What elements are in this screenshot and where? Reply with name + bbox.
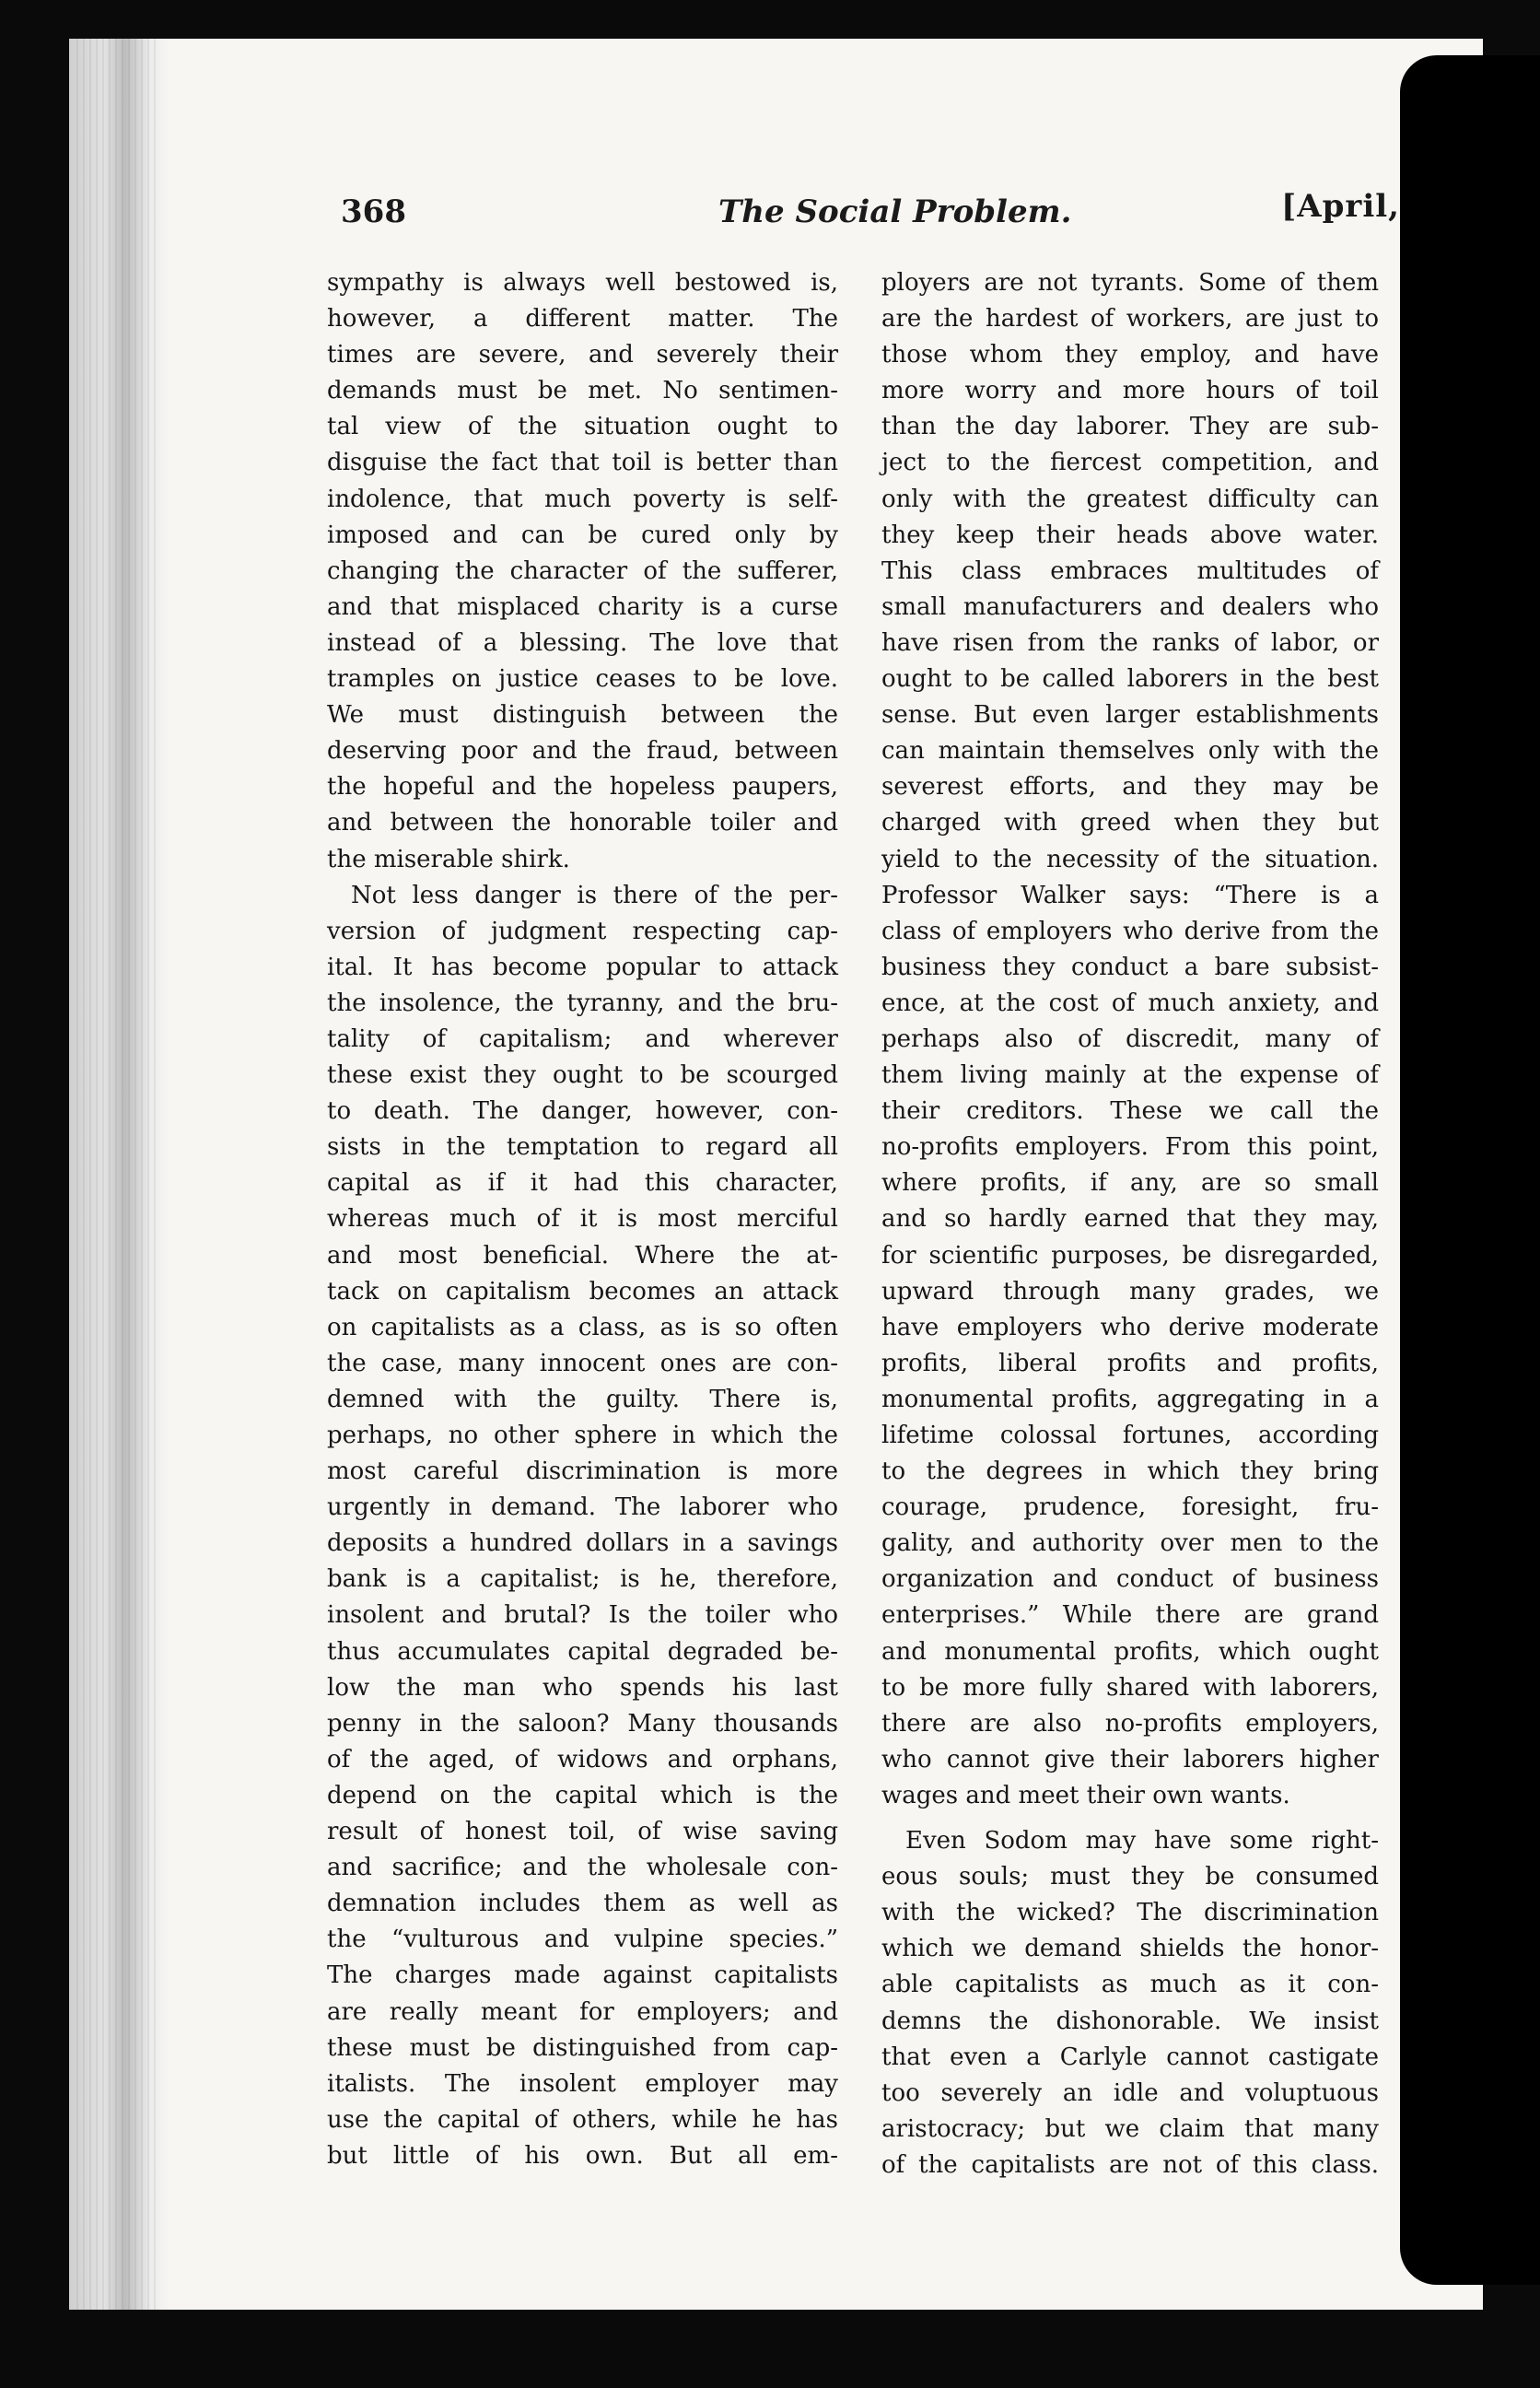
text-line: and so hardly earned that they may, [881,1205,1379,1234]
text-line: lifetime colossal fortunes, according [881,1422,1379,1449]
text-line: We must distinguish between the [327,701,838,730]
text-line: demands must be met. No sentimen- [327,377,838,405]
text-line: are the hardest of workers, are just to [881,305,1379,334]
text-line: use the capital of others, while he has [327,2105,838,2134]
text-line: able capitalists as much as it con- [881,1971,1379,1999]
text-line: no-profits employers. From this point, [881,1133,1379,1162]
text-line: changing the character of the sufferer, [327,556,838,585]
facing-page-shadow [1400,55,1540,2285]
text-line: have risen from the ranks of labor, or [881,628,1379,657]
text-line: ought to be called laborers in the best [881,665,1379,694]
text-line: organization and conduct of business [881,1565,1379,1594]
text-line: Not less danger is there of the per- [351,881,838,909]
text-line: and monumental profits, which ought [881,1637,1379,1666]
text-line: these must be distinguished from cap- [327,2033,838,2062]
text-line: capital as if it had this character, [327,1169,838,1198]
text-line: italists. The insolent employer may [327,2069,838,2098]
text-line: sympathy is always well bestowed is, [327,269,838,297]
text-line: tal view of the situation ought to [327,413,838,441]
text-line: business they conduct a bare subsist- [881,953,1379,981]
text-line: their creditors. These we call the [881,1097,1379,1126]
text-line: tramples on justice ceases to be love. [327,665,838,694]
running-month: [April, [1281,188,1400,225]
text-line: the miserable shirk. [327,845,570,873]
text-line: The charges made against capitalists [327,1961,838,1990]
text-line: and between the honorable toiler and [327,809,838,837]
text-line: enterprises.” While there are grand [881,1601,1379,1630]
text-line: tality of capitalism; and wherever [327,1024,838,1053]
text-line: to the degrees in which they bring [881,1457,1379,1486]
text-line: This class embraces multitudes of [881,556,1379,585]
text-line: urgently in demand. The laborer who [327,1493,838,1522]
text-line: sists in the temptation to regard all [327,1133,838,1162]
text-line: imposed and can be cured only by [327,521,838,549]
text-line: there are also no-profits employers, [881,1709,1379,1738]
running-title: The Social Problem. [718,193,1072,230]
text-line: them living mainly at the expense of [881,1061,1379,1090]
text-line: are really meant for employers; and [327,1997,838,2026]
text-line: version of judgment respecting cap- [327,917,838,945]
text-line: to be more fully shared with laborers, [881,1673,1379,1702]
text-line: low the man who spends his last [327,1673,838,1702]
text-line: times are severe, and severely their [327,341,838,369]
text-line: the insolence, the tyranny, and the bru- [327,989,838,1017]
text-line: aristocracy; but we claim that many [881,2114,1379,2143]
text-line: more worry and more hours of toil [881,377,1379,405]
text-line: the case, many innocent ones are con- [327,1349,838,1377]
text-line: which we demand shields the honor- [881,1935,1379,1963]
text-line: can maintain themselves only with the [881,737,1379,766]
text-line: courage, prudence, foresight, fru- [881,1493,1379,1522]
text-line: and sacrifice; and the wholesale con- [327,1854,838,1882]
text-line: demnation includes them as well as [327,1890,838,1918]
text-line: ital. It has become popular to attack [327,953,838,981]
text-line: that even a Carlyle cannot castigate [881,2043,1379,2071]
text-line: perhaps, no other sphere in which the [327,1422,838,1449]
text-line: have employers who derive moderate [881,1313,1379,1341]
text-line: sense. But even larger establishments [881,701,1379,730]
text-line: to death. The danger, however, con- [327,1097,838,1126]
text-line: gality, and authority over men to the [881,1529,1379,1558]
text-line: severest efforts, and they may be [881,773,1379,802]
right-column [881,265,1379,2183]
page-number: 368 [341,193,406,230]
text-line: insolent and brutal? Is the toiler who [327,1601,838,1630]
text-line: where profits, if any, are so small [881,1169,1379,1198]
text-line: small manufacturers and dealers who [881,592,1379,621]
gutter-texture [76,39,159,2310]
text-line: ployers are not tyrants. Some of them [881,269,1379,297]
text-line: ence, at the cost of much anxiety, and [881,989,1379,1017]
text-line: than the day laborer. They are sub- [881,413,1379,441]
text-line: only with the greatest difficulty can [881,485,1379,513]
text-line: perhaps also of discredit, many of [881,1024,1379,1053]
text-line: bank is a capitalist; is he, therefore, [327,1565,838,1594]
text-line: of the capitalists are not of this class. [881,2150,1379,2179]
text-line: penny in the saloon? Many thousands [327,1709,838,1738]
text-line: deposits a hundred dollars in a savings [327,1529,838,1558]
text-line: Even Sodom may have some right- [905,1827,1379,1855]
paragraph-gap [881,1814,1379,1823]
text-line: profits, liberal profits and profits, [881,1349,1379,1377]
text-line: these exist they ought to be scourged [327,1061,838,1090]
text-line: Professor Walker says: “There is a [881,881,1379,909]
text-line: the “vulturous and vulpine species.” [327,1926,838,1954]
text-line: who cannot give their laborers higher [881,1745,1379,1773]
text-line: with the wicked? The discrimination [881,1899,1379,1927]
text-line: but little of his own. But all em- [327,2141,838,2170]
text-line: those whom they employ, and have [881,341,1379,369]
text-line: monumental profits, aggregating in a [881,1385,1379,1413]
text-line: thus accumulates capital degraded be- [327,1637,838,1666]
text-line: indolence, that much poverty is self- [327,485,838,513]
text-line: they keep their heads above water. [881,521,1379,549]
text-line: charged with greed when they but [881,809,1379,837]
text-line: tack on capitalism becomes an attack [327,1277,838,1305]
text-line: the hopeful and the hopeless paupers, [327,773,838,802]
binding-gutter [69,39,170,2310]
text-line: demned with the guilty. There is, [327,1385,838,1413]
text-line: instead of a blessing. The love that [327,628,838,657]
text-line: and that misplaced charity is a curse [327,592,838,621]
text-line: ject to the fiercest competition, and [881,449,1379,477]
text-line: too severely an idle and voluptuous [881,2078,1379,2107]
running-head [341,188,1400,240]
text-line: demns the dishonorable. We insist [881,2007,1379,2035]
text-line: class of employers who derive from the [881,917,1379,945]
text-line: most careful discrimination is more [327,1457,838,1486]
text-line: on capitalists as a class, as is so often [327,1313,838,1341]
text-line: and most beneficial. Where the at- [327,1241,838,1270]
text-line: yield to the necessity of the situation. [881,845,1379,873]
text-line: however, a different matter. The [327,305,838,334]
text-line: eous souls; must they be consumed [881,1863,1379,1891]
text-line: depend on the capital which is the [327,1781,838,1809]
text-line: upward through many grades, we [881,1277,1379,1305]
text-line: result of honest toil, of wise saving [327,1818,838,1846]
text-line: whereas much of it is most merciful [327,1205,838,1234]
text-line: deserving poor and the fraud, between [327,737,838,766]
text-line: wages and meet their own wants. [881,1781,1290,1809]
text-line: of the aged, of widows and orphans, [327,1745,838,1773]
text-line: disguise the fact that toil is better than [327,449,838,477]
left-column [327,265,838,2174]
text-line: for scientific purposes, be disregarded, [881,1241,1379,1270]
